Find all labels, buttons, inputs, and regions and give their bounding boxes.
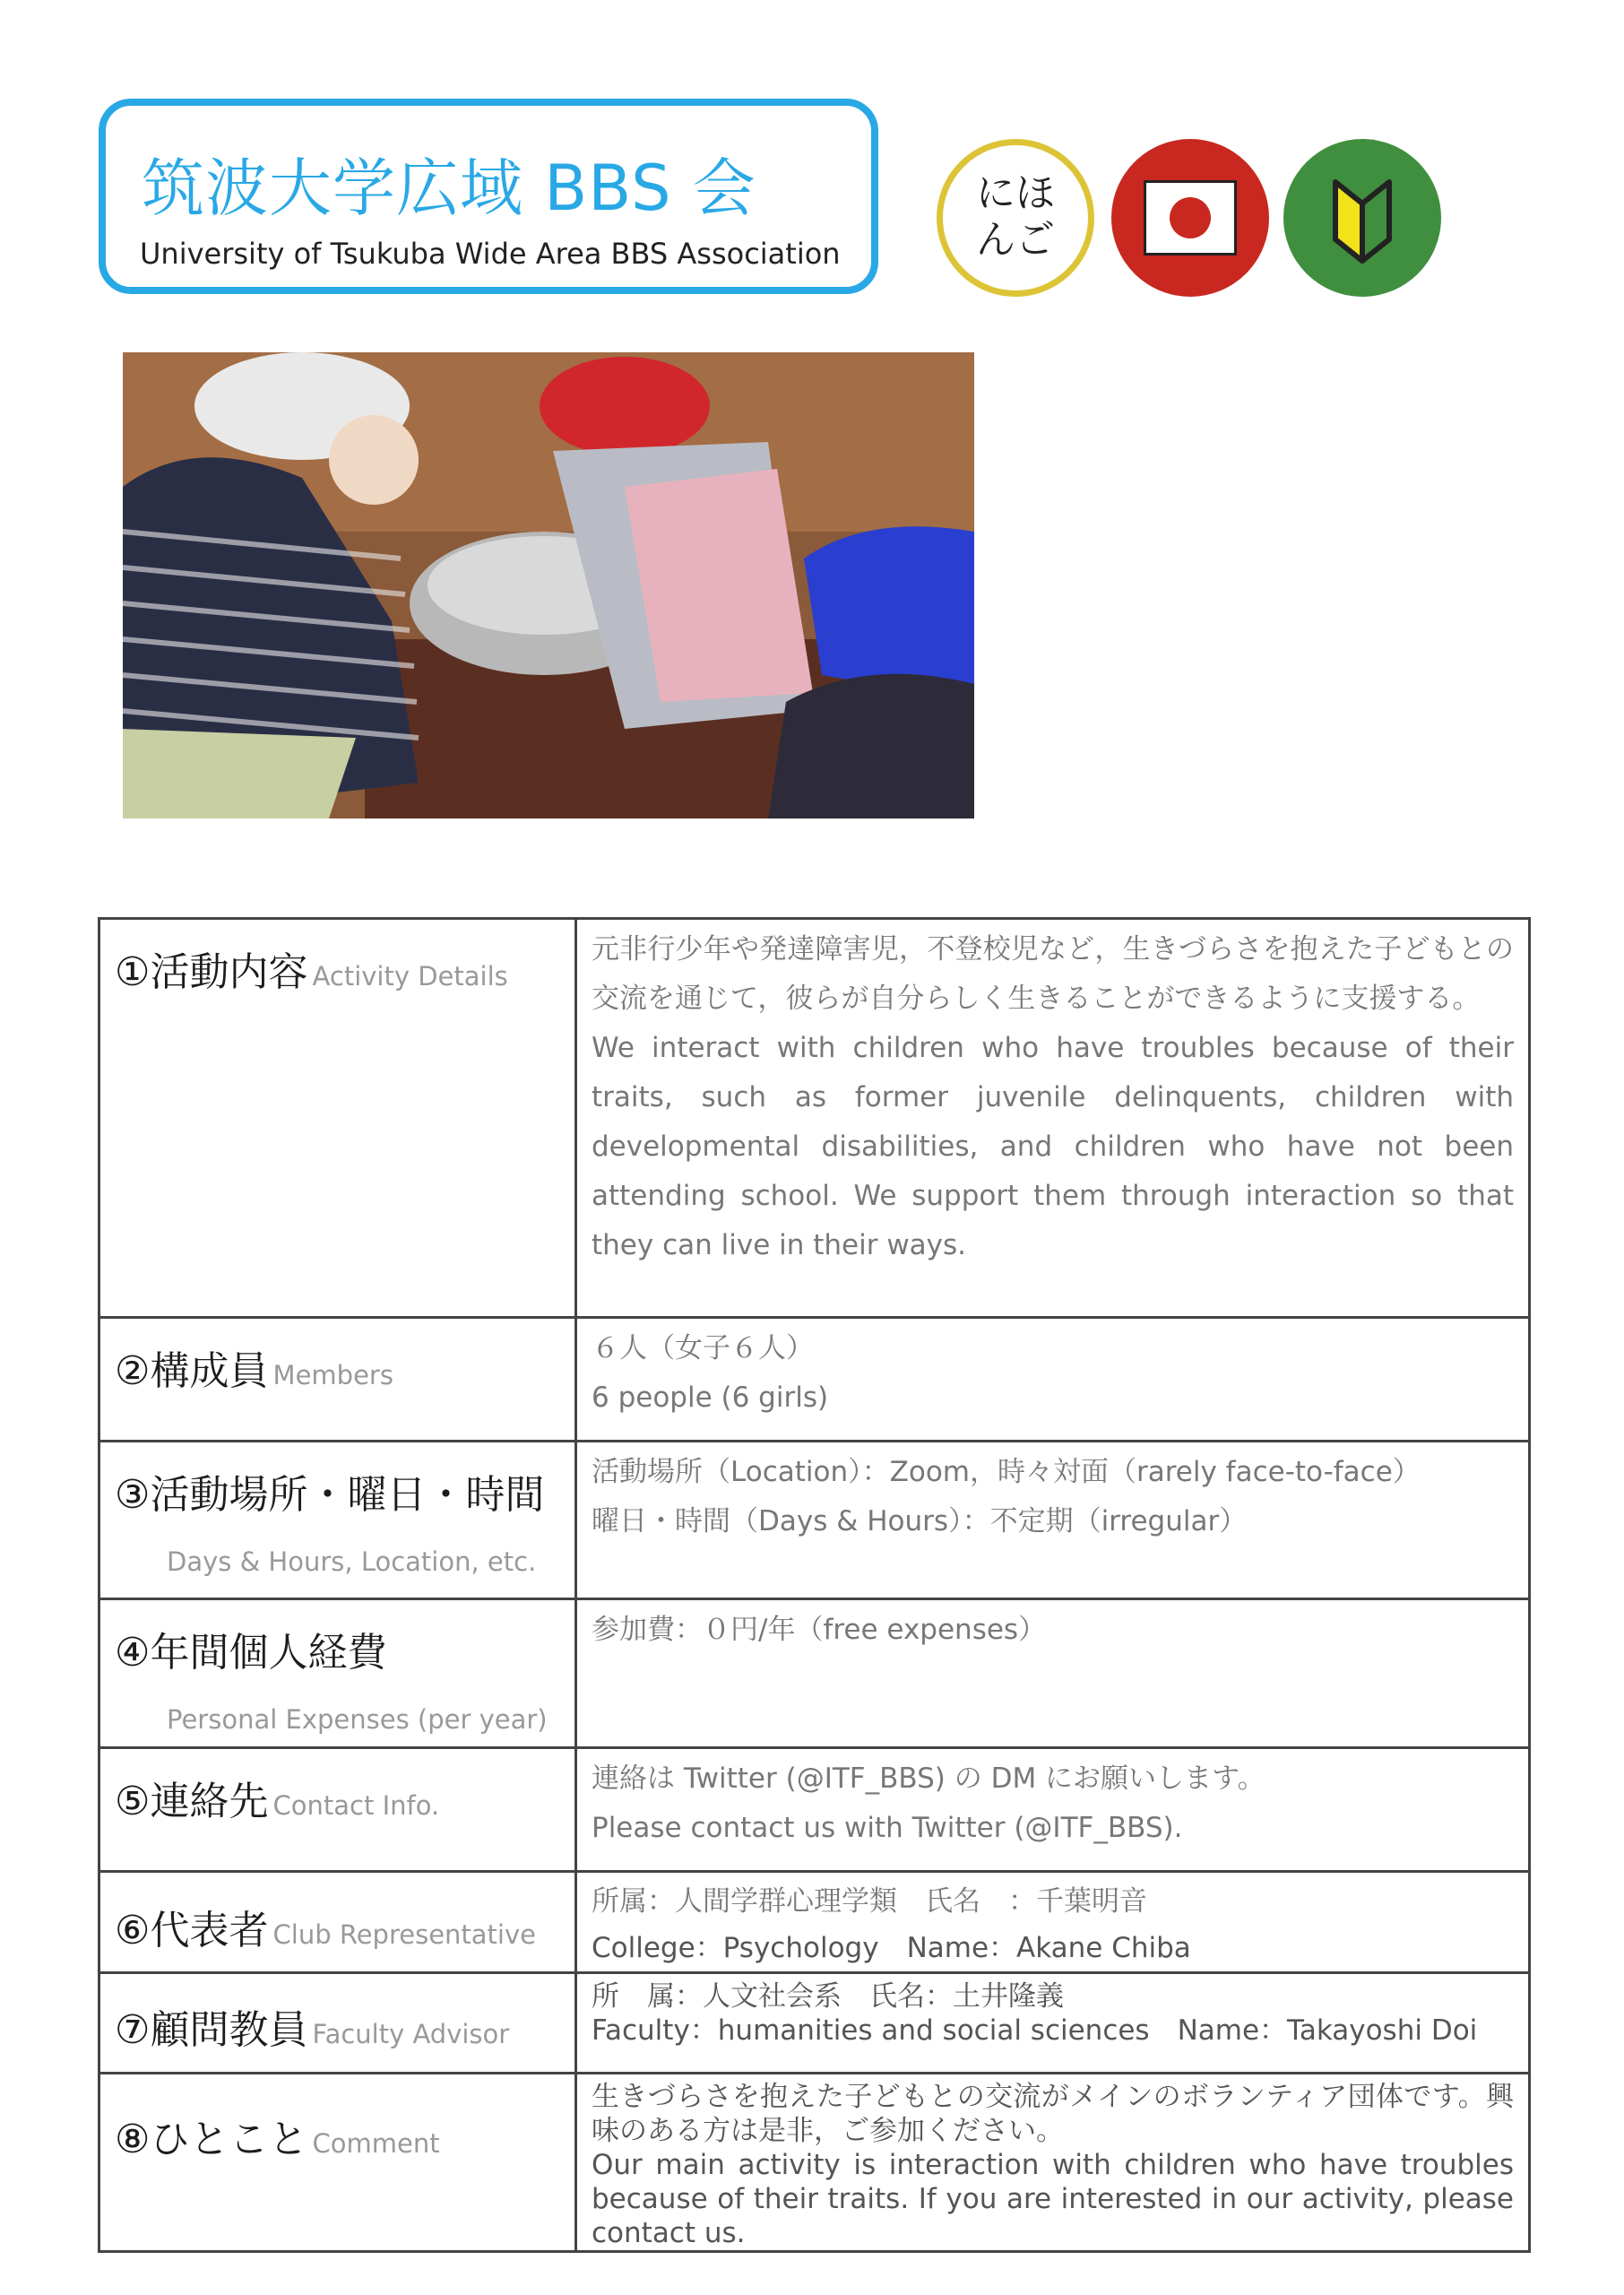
row-sublabel: Club Representative [272, 1919, 536, 1950]
row-value-en: 6 people (6 girls) [592, 1381, 829, 1414]
table-row-location [99, 1442, 1530, 1599]
row-value-jp: 所 属：人文社会系 氏名：土井隆義 [592, 1980, 1064, 2013]
row-sublabel: Activity Details [312, 961, 508, 992]
row-value-en: Faculty：humanities and social sciences Name：Takayoshi Doi [592, 2014, 1478, 2047]
row-label: ⑧ひとこと [115, 2117, 308, 2162]
table-row-advisor [99, 1973, 1530, 2074]
nihongo-badge [937, 139, 1094, 297]
table-row-expenses [99, 1599, 1530, 1748]
row-sublabel: Members [272, 1360, 393, 1390]
row-label: ⑥代表者 [115, 1908, 269, 1953]
row-label: ⑤連絡先 [115, 1779, 269, 1824]
row-value: 参加費：０円/年（free expenses） [592, 1614, 1047, 1646]
row-value-jp: 生きづらさを抱えた子どもとの交流がメインのボランティア団体です。興味のある方は是非，ご参加ください。 [592, 2081, 1514, 2147]
row-sublabel: Days & Hours, Location, etc. [167, 1546, 537, 1577]
row-label: ①活動内容 [115, 949, 308, 995]
beginner-mark-icon [1283, 139, 1441, 297]
row-sublabel: Contact Info. [272, 1790, 440, 1821]
nihongo-badge-line1: にほ [976, 170, 1055, 216]
row-sublabel: Personal Expenses (per year) [167, 1704, 548, 1735]
row-sublabel: Comment [312, 2128, 440, 2159]
row-value-en: Please contact us with Twitter (@ITF_BBS). [592, 1812, 1183, 1844]
row-value-en: 曜日・時間（Days & Hours）：不定期（irregular） [592, 1505, 1248, 1537]
row-value-jp: 連絡は Twitter (@ITF_BBS) の DM にお願いします。 [592, 1762, 1266, 1795]
table-row-comment [99, 2074, 1530, 2252]
row-label: ③活動場所・曜日・時間 [115, 1472, 545, 1518]
row-value-en: Our main activity is interaction with children who have troubles because of their traits. If you are interested in our activity, please contact us. [592, 2149, 1514, 2249]
row-value-jp: 所属：人間学群心理学類 氏名 ：千葉明音 [592, 1885, 1147, 1918]
row-sublabel: Faculty Advisor [312, 2019, 510, 2049]
table-row-contact [99, 1748, 1530, 1872]
row-label: ⑦顧問教員 [115, 2007, 308, 2053]
title-box [99, 99, 878, 294]
row-value-jp: ６人（女子６人） [592, 1332, 814, 1364]
title-english: University of Tsukuba Wide Area BBS Association [140, 237, 841, 271]
row-value-jp: 元非行少年や発達障害児，不登校児など，生きづらさを抱えた子どもとの交流を通じて，彼らが自分らしく生きることができるように支援する。 [592, 933, 1514, 1015]
table-row-activity [99, 919, 1530, 1318]
nihongo-badge-line2: んご [976, 217, 1055, 263]
info-table [98, 917, 1531, 2253]
table-row-members [99, 1318, 1530, 1442]
row-value-en: We interact with children who have troubles because of their traits, such as former juvenile delinquents, children with developmental disabilities, and children who have not been attending school. We support them through interaction so that they can live in their ways. [592, 1032, 1514, 1261]
row-label: ④年間個人経費 [115, 1630, 387, 1676]
row-value-jp: 活動場所（Location）：Zoom，時々対面（rarely face-to-face） [592, 1456, 1421, 1488]
row-label: ②構成員 [115, 1348, 269, 1394]
title-japanese: 筑波大学広域 BBS 会 [142, 152, 756, 225]
photo-children-cooking [123, 352, 974, 818]
table-row-representative [99, 1872, 1530, 1973]
row-value-en: College：Psychology Name：Akane Chiba [592, 1932, 1191, 1964]
japan-flag-icon [1111, 139, 1269, 297]
